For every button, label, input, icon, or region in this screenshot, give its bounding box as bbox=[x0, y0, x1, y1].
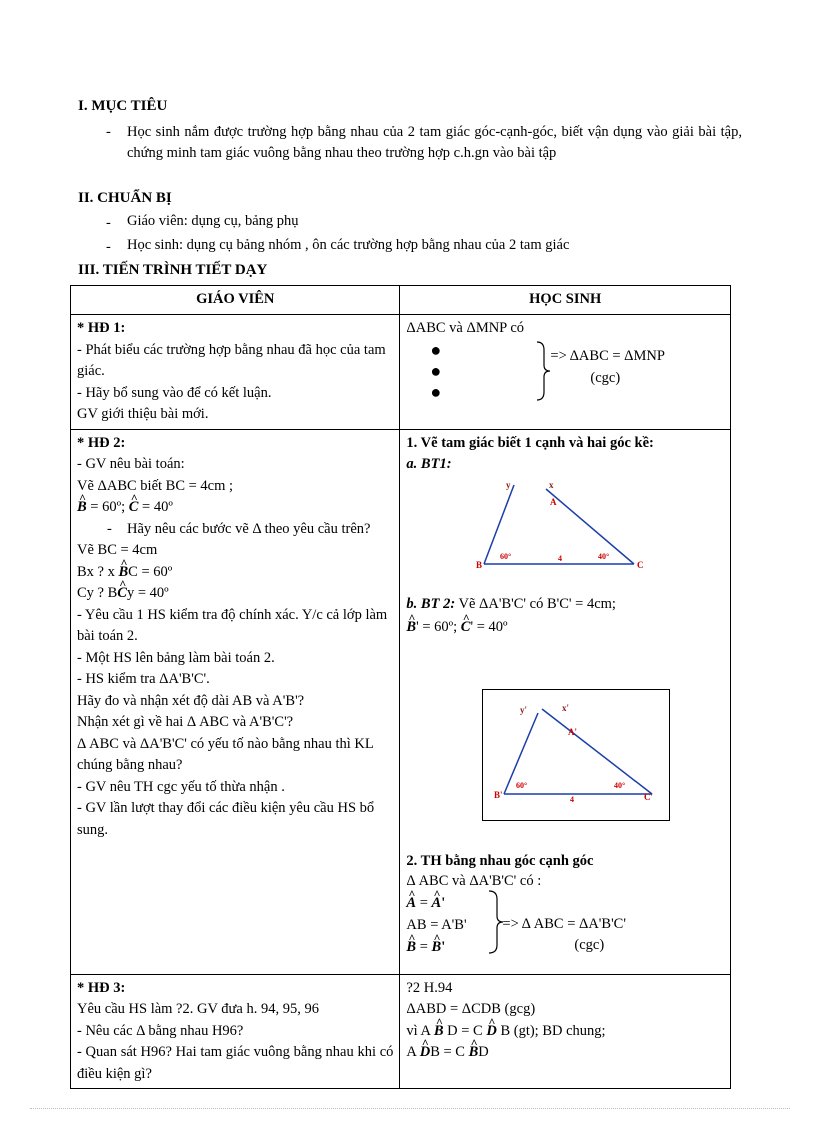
fig2-label-b: B' bbox=[494, 789, 503, 800]
dash-marker: - bbox=[106, 239, 111, 255]
bt2-angles: ^ B' = 60º; ^ C' = 40º bbox=[406, 617, 507, 639]
hd3-line: - Quan sát H96? Hai tam giác vuông bằng nhau khi có điều kiện gì? bbox=[77, 1044, 394, 1082]
gcg-cond-ab: AB = A'B' bbox=[406, 916, 467, 933]
prep-teacher: Giáo viên: dụng cụ, bảng phụ bbox=[127, 213, 299, 229]
hd3-s-line: ?2 H.94 bbox=[406, 979, 453, 996]
hd2-angles: ^ B = 60º; ^ C = 40º bbox=[77, 497, 393, 519]
row3-teacher bbox=[71, 974, 400, 1089]
hd2-line: - GV nêu TH cgc yếu tố thừa nhận . bbox=[77, 778, 285, 795]
hd2-line: Bx ? x ^ BC = 60º bbox=[77, 562, 393, 584]
fig1-label-b: B bbox=[476, 559, 483, 570]
bullet-list bbox=[430, 340, 441, 403]
hd1-line: - Hãy bổ sung vào để có kết luận. bbox=[77, 384, 272, 401]
hd2-line: - GV nêu bài toán: bbox=[77, 456, 185, 472]
bt-heading-1: 1. Vẽ tam giác biết 1 cạnh và hai góc kề: bbox=[406, 434, 654, 451]
fig1-label-y: y bbox=[506, 479, 511, 490]
hd2-line: Vẽ ΔABC biết BC = 4cm ; bbox=[77, 477, 234, 494]
table-row bbox=[71, 315, 731, 430]
hd3-title: * HĐ 3: bbox=[77, 979, 126, 996]
hd2-line: - Một HS lên bảng làm bài toán 2. bbox=[77, 649, 275, 666]
gcg-cond-a: ^ A = ^ A' bbox=[406, 893, 445, 915]
fig1-label-x: x bbox=[549, 479, 554, 490]
fig1-angle-c: 40° bbox=[598, 551, 610, 561]
bt2-line: b. BT 2: Vẽ ΔA'B'C' có B'C' = 4cm; bbox=[406, 595, 616, 612]
fig1-label-a: A bbox=[550, 496, 557, 507]
bullet-icon: ● bbox=[430, 340, 442, 360]
fig2-label-c: C' bbox=[644, 791, 654, 802]
fig2-angle-b: 60° bbox=[516, 780, 528, 790]
lesson-table bbox=[70, 285, 731, 1089]
prep-student: Học sinh: dụng cụ bảng nhóm , ôn các trường hợp bằng nhau của 2 tam giác bbox=[127, 237, 570, 253]
dash-marker: - bbox=[106, 215, 111, 231]
table-row bbox=[71, 429, 731, 974]
fig2-label-x: x' bbox=[562, 702, 570, 713]
fig1-label-c: C bbox=[637, 559, 644, 570]
hd2-line: Vẽ BC = 4cm bbox=[77, 542, 158, 558]
hd3-s-line: vì A ^ B D = C ^ D B (gt); BD chung; bbox=[406, 1021, 724, 1043]
bt1-label: a. BT1: bbox=[406, 455, 452, 472]
hd1-line: - Phát biểu các trường hợp bằng nhau đã học của tam giác. bbox=[77, 341, 386, 379]
fig1-side: 4 bbox=[558, 553, 563, 563]
table-row bbox=[71, 974, 731, 1089]
fig2-label-y: y' bbox=[520, 704, 528, 715]
hd1-conclusion: => ΔABC = ΔMNP bbox=[550, 348, 665, 364]
row2-student bbox=[400, 429, 731, 974]
gcg-case: (cgc) bbox=[574, 936, 605, 953]
gcg-intro: Δ ABC và ΔA'B'C' có : bbox=[406, 872, 542, 889]
row2-teacher bbox=[71, 429, 400, 974]
bt-heading-2: 2. TH bằng nhau góc cạnh góc bbox=[406, 852, 594, 869]
dash-marker: - bbox=[106, 124, 111, 140]
gcg-conclusion: => Δ ABC = ΔA'B'C' bbox=[502, 915, 626, 932]
hd3-s-line: A ^ DB = C ^ BD bbox=[406, 1042, 724, 1064]
fig2-angle-c: 40° bbox=[614, 780, 626, 790]
hd3-s-line: ΔABD = ΔCDB (gcg) bbox=[406, 1001, 536, 1017]
fig2-label-a: A' bbox=[568, 726, 578, 737]
hd2-line: - Hãy nêu các bước vẽ Δ theo yêu cầu trên? bbox=[77, 519, 393, 541]
hd1-title: * HĐ 1: bbox=[77, 320, 126, 336]
triangle-figure-1 bbox=[476, 479, 646, 583]
row1-student bbox=[400, 315, 731, 430]
hd2-line: Hãy đo và nhận xét độ dài AB và A'B'? bbox=[77, 692, 305, 709]
hd2-line: Cy ? B^ Cy = 40º bbox=[77, 583, 393, 605]
section-3-title: III. TIẾN TRÌNH TIẾT DẠY bbox=[78, 262, 268, 278]
hd2-line: Δ ABC và ΔA'B'C' có yếu tố nào bằng nhau thì KL chúng bằng nhau? bbox=[77, 735, 374, 773]
triangle-figure-2 bbox=[482, 689, 670, 821]
section-1-title: I. MỤC TIÊU bbox=[78, 98, 168, 114]
hd3-line: Yêu cầu HS làm ?2. GV đưa h. 94, 95, 96 bbox=[77, 1001, 319, 1017]
hd2-line: Nhận xét gì về hai Δ ABC và A'B'C'? bbox=[77, 714, 294, 730]
hd2-line: - Yêu cầu 1 HS kiểm tra độ chính xác. Y/c cả lớp làm bài toán 2. bbox=[77, 606, 388, 644]
hd1-intro: ΔABC và ΔMNP có bbox=[406, 320, 525, 336]
hd2-title: * HĐ 2: bbox=[77, 434, 126, 451]
bullet-icon: ● bbox=[430, 382, 442, 402]
gcg-cond-b: ^ B = ^ B' bbox=[406, 937, 445, 959]
section-2-title: II. CHUẨN BỊ bbox=[78, 190, 172, 206]
header-teacher: GIÁO VIÊN bbox=[71, 286, 400, 315]
page-footer-divider bbox=[30, 1108, 790, 1109]
hd2-line: - HS kiểm tra ΔA'B'C'. bbox=[77, 671, 210, 687]
row1-teacher bbox=[71, 315, 400, 430]
hd2-line: - GV lần lượt thay đổi các điều kiện yêu cầu HS bổ sung. bbox=[77, 800, 375, 838]
table-header-row bbox=[71, 286, 731, 315]
bullet-icon: ● bbox=[430, 361, 442, 381]
header-student: HỌC SINH bbox=[400, 286, 731, 315]
hd1-case: (cgc) bbox=[590, 370, 621, 386]
hd1-line: GV giới thiệu bài mới. bbox=[77, 406, 209, 422]
objective-text: Học sinh nắm được trường hợp bằng nhau của 2 tam giác góc-cạnh-góc, biết vận dụng vào giải bài tập, chứng minh tam giác vuông bằng nhau theo trường hợp c.h.gn vào bài tập bbox=[127, 124, 742, 161]
hd3-line: - Nêu các Δ bằng nhau H96? bbox=[77, 1022, 244, 1039]
row3-student bbox=[400, 974, 731, 1089]
fig1-angle-b: 60° bbox=[500, 551, 512, 561]
fig2-side: 4 bbox=[570, 794, 575, 804]
